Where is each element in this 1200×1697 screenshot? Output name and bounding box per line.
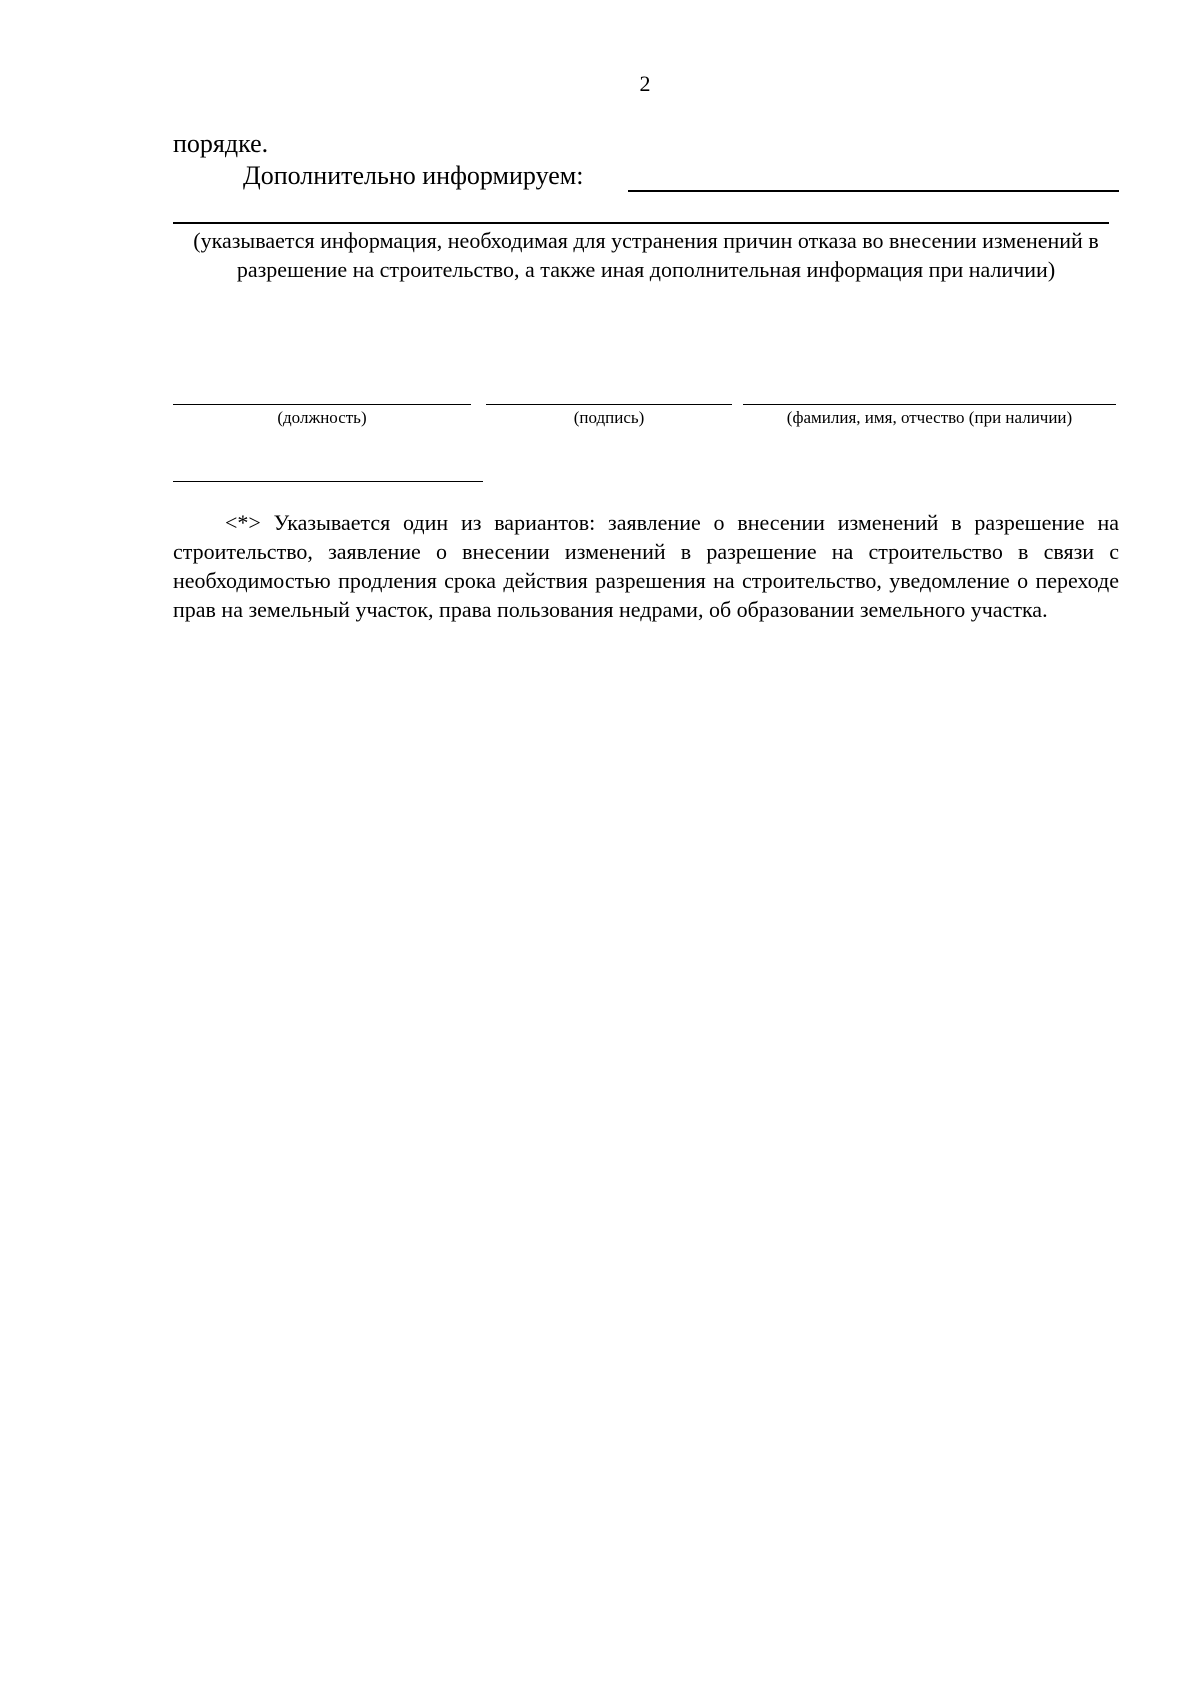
name-line <box>743 404 1116 405</box>
signature-label: (подпись) <box>573 408 645 427</box>
additional-info-field-line <box>628 190 1119 192</box>
continuation-text: порядке. <box>173 129 269 158</box>
additional-info-field-line-2 <box>173 222 1109 224</box>
additional-info-hint: (указывается информация, необходимая для устранения причин отказа во внесении изменений в разрешение на строительство, а также иная дополнительная информация при наличии) <box>193 228 1099 282</box>
signature-line <box>486 404 732 405</box>
position-label: (должность) <box>277 408 367 427</box>
position-line <box>173 404 471 405</box>
name-label: (фамилия, имя, отчество (при наличии) <box>786 408 1073 427</box>
footnote: <*> Указывается один из вариантов: заявление о внесении изменений в разрешение на строительство, заявление о внесении изменений в разрешение на строительство в связи с необходимостью продления срока действия разрешения на строительство, уведомление о переходе прав на земельный участок, права пользования недрами, об образовании земельного участка. <box>173 510 1119 622</box>
additional-info-label: Дополнительно информируем: <box>243 161 584 190</box>
page-number: 2 <box>639 71 651 96</box>
footnote-separator <box>173 481 483 482</box>
